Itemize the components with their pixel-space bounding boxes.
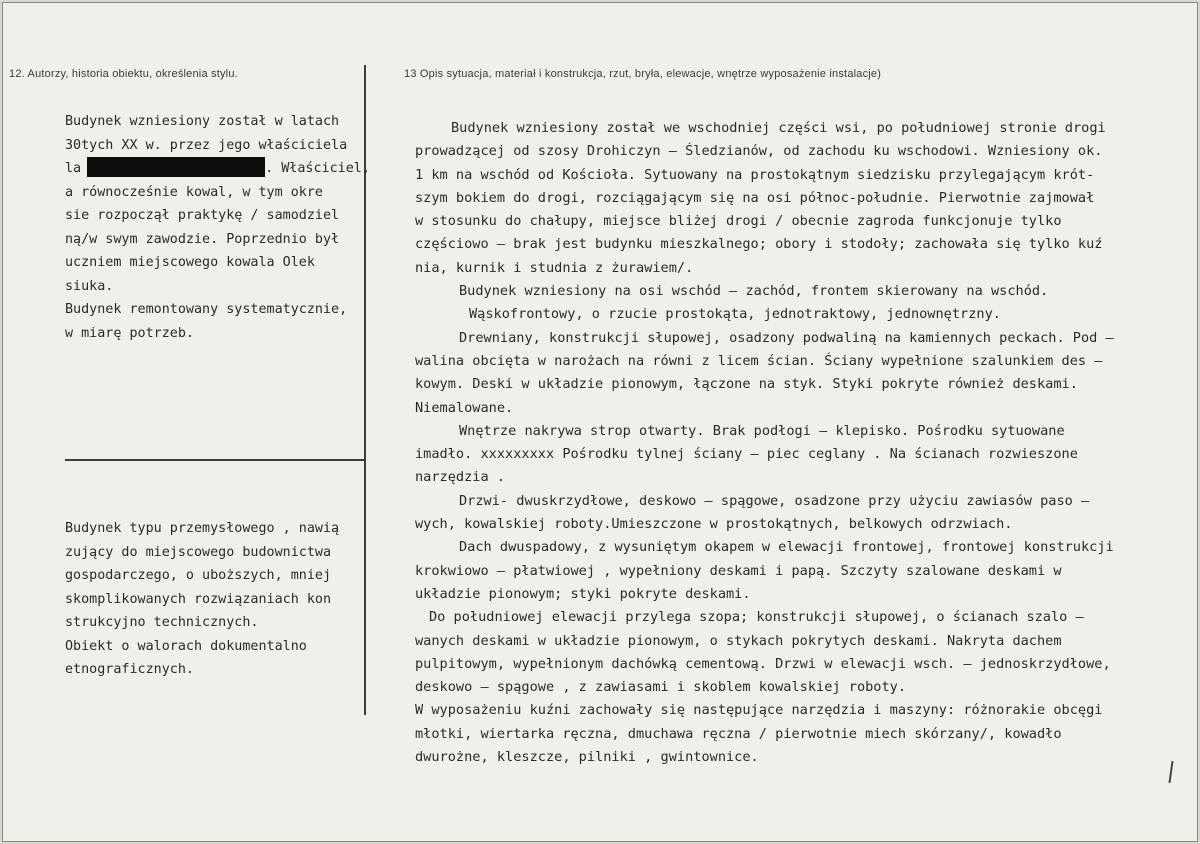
text-line: prowadzącej od szosy Drohiczyn — Śledzianów, od zachodu ku wschodowi. Wzniesiony ok. (415, 143, 1103, 160)
text-line: Budynek wzniesiony na osi wschód — zachód, frontem skierowany na wschód. (459, 283, 1049, 300)
document-sheet (2, 2, 1198, 842)
text-line: Dach dwuspadowy, z wysuniętym okapem w elewacji frontowej, frontowej konstrukcji (459, 539, 1114, 556)
text-line: dwurożne, kleszcze, pilniki , gwintownice. (415, 749, 759, 766)
text-line: Do południowej elewacji przylega szopa; konstrukcji słupowej, o ścianach szalo — (429, 609, 1084, 626)
text-line: Niemalowane. (415, 399, 514, 416)
text-line: 1 km na wschód od Kościoła. Sytuowany na prostokątnym siedzisku przylegającym krót- (415, 166, 1095, 183)
text-line: Wąskofrontowy, o rzucie prostokąta, jednotraktowy, jednownętrzny. (469, 306, 1001, 323)
text-fragment: . Właściciel, (265, 161, 370, 176)
text-line: pulpitowym, wypełnionym dachówką cementową. Drzwi w elewacji wsch. — jednoskrzydłowe, (415, 655, 1111, 672)
text-line: W wyposażeniu kuźni zachowały się następujące narzędzia i maszyny: różnorakie obcęgi (415, 702, 1103, 719)
text-line: siuka. (65, 278, 114, 294)
text-line: Budynek remontowany systematycznie, (65, 302, 348, 317)
text-line: Wnętrze nakrywa strop otwarty. Brak podłogi — klepisko. Pośrodku sytuowane (459, 422, 1065, 439)
text-line: Budynek wzniesiony został we wschodniej części wsi, po południowej stronie drogi (451, 120, 1106, 136)
text-line: częściowo — brak jest budynku mieszkalnego; obory i stodoły; zachowała się tylko kuź (415, 236, 1103, 253)
text-line: wanych deskami w układzie pionowym, o stykach pokrytych deskami. Nakryta dachem (415, 632, 1062, 649)
description-text (415, 117, 1114, 769)
text-line: Budynek wzniesiony został w latach (65, 114, 340, 129)
text-line: układzie pionowym; styki pokryte deskami. (415, 585, 751, 602)
section-12-header: 12. Autorzy, historia obiektu, określenia stylu. (9, 68, 238, 80)
text-line: uczniem miejscowego kowala Olek (65, 255, 315, 270)
text-line: zujący do miejscowego budownictwa (65, 544, 332, 560)
text-line: szym bokiem do drogi, rozciągającym się na osi północ-południe. Pierwotnie zajmował (415, 189, 1095, 206)
redaction-bar (87, 157, 265, 177)
text-line: walina obcięta w narożach na równi z licem ścian. Ściany wypełnione szalunkiem des — (415, 352, 1103, 369)
history-text (65, 110, 370, 345)
text-line: nia, kurnik i studnia z żurawiem/. (415, 259, 694, 276)
text-line: Drzwi- dwuskrzydłowe, deskowo — spągowe, osadzone przy użyciu zawiasów paso — (459, 492, 1090, 509)
text-line: deskowo — spągowe , z zawiasami i skoblem kowalskiej roboty. (415, 679, 907, 696)
text-line: skomplikowanych rozwiązaniach kon (65, 591, 332, 607)
text-line: ną/w swym zawodzie. Poprzednio był (65, 231, 340, 247)
text-line: w stosunku do chałupy, miejsce bliżej drogi / obecnie zagroda funkcjonuje tylko (415, 213, 1062, 230)
text-line: w miarę potrzeb. (65, 325, 194, 341)
text-line: gospodarczego, o uboższych, mniej (65, 568, 332, 583)
style-assessment-text (65, 517, 339, 682)
text-line: kowym. Deski w układzie pionowym, łączone na styk. Styki pokryte również deskami. (415, 376, 1078, 393)
text-line: imadło. xxxxxxxxx Pośrodku tylnej ściany — piec ceglany . Na ścianach rozwieszone (415, 446, 1078, 463)
text-line: Budynek typu przemysłowego , nawią (65, 521, 340, 536)
text-line: Obiekt o walorach dokumentalno (65, 638, 307, 654)
text-line: sie rozpoczął praktykę / samodziel (65, 208, 340, 223)
text-line: młotki, wiertarka ręczna, dmuchawa ręczna / pierwotnie miech skórzany/, kowadło (415, 725, 1062, 742)
text-line-with-redaction (65, 157, 370, 181)
text-line: etnograficznych. (65, 662, 194, 677)
text-line: narzędzia . (415, 469, 506, 486)
text-line: a równocześnie kowal, w tym okre (65, 184, 323, 200)
text-line: 30tych XX w. przez jego właściciela (65, 137, 348, 153)
section-divider (65, 459, 364, 461)
text-fragment: la (65, 161, 82, 176)
margin-mark (1168, 761, 1173, 783)
text-line: krokwiowo — płatwiowej , wypełniony deskami i papą. Szczyty szalowane deskami w (415, 562, 1062, 579)
text-line: strukcyjno technicznych. (65, 615, 259, 630)
section-13-header: 13 Opis sytuacja, materiał i konstrukcja, rzut, bryła, elewacje, wnętrze wyposażenie instalacje) (404, 68, 882, 80)
text-line: Drewniany, konstrukcji słupowej, osadzony podwaliną na kamiennych peckach. Pod — (459, 329, 1114, 346)
text-line: wych, kowalskiej roboty.Umieszczone w prostokątnych, belkowych odrzwiach. (415, 516, 1013, 533)
